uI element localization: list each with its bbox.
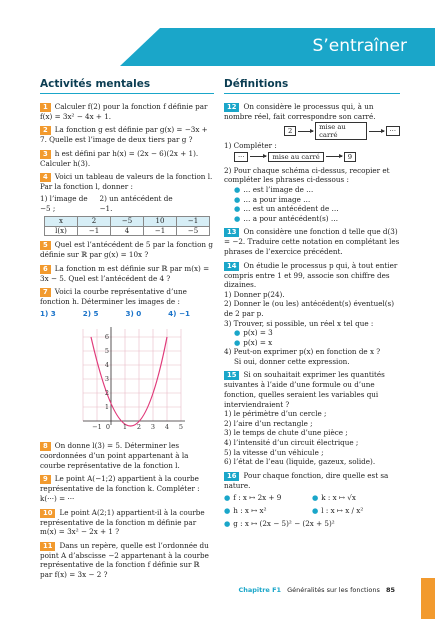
exercise-10: 10 Le point A(2;1) appartient-il à la courbe représentative de la fonction m définie par m(x) = 3x² − 2x + 1 ? bbox=[40, 507, 205, 537]
banner bbox=[0, 28, 435, 66]
section-title-definitions: Définitions bbox=[224, 80, 400, 94]
banner-title: S’entraîner bbox=[312, 36, 407, 56]
section-title-activites: Activités mentales bbox=[40, 80, 214, 94]
x-tick-label: 3 bbox=[150, 422, 156, 431]
exercise-13: 13 On considère une fonction d telle que d(3) = −2. Traduire cette notation en complétant les phrases de l’exercice précédent. bbox=[224, 227, 400, 256]
y-tick-label: 6 bbox=[104, 332, 110, 341]
exercise-8: 8 On donne l(3) = 5. Déterminer les coordonnées d’un point appartenant à la courbe représentative de la fonction l. bbox=[40, 441, 189, 470]
page-edge-tab bbox=[421, 578, 435, 619]
exercise-2: 2 La fonction g est définie par g(x) = −3x + 7. Quelle est l’image de deux tiers par g ? bbox=[40, 125, 208, 145]
function-graph bbox=[58, 325, 198, 433]
x-tick-label: 2 bbox=[136, 422, 142, 431]
x-tick-label: 1 bbox=[122, 422, 128, 431]
x-tick-label: 4 bbox=[164, 422, 170, 431]
y-tick-label: 2 bbox=[104, 388, 110, 397]
exercise-6: 6 La fonction m est définie sur ℝ par m(x) = 3x − 5. Quel est l’antécédent de 4 ? bbox=[40, 263, 210, 283]
exercise-16: 16 Pour chaque fonction, dire quelle est sa nature. ● f : x ↦ 2x + 9 ● k : x ↦ √x ● h : x ↦ x² ● l : x ↦ x / x² ● g : x ↦ (2x − 5)² − (2x + 5)² bbox=[224, 470, 389, 528]
diagram-2: ··· mise au carré 9 bbox=[234, 152, 400, 162]
exercise-14: 14 On étudie le processus p qui, à tout entier compris entre 1 et 99, associe son chiffre des dizaines. 1) Donner p(24). 2) Donner le (ou les) antécédent(s) éventuel(s) de 2 par p. 3) Trouver, si possible, un réel x tel que : ● p(x) = 3 ● p(x) = x 4) Peut-on exprimer p(x) en fonction de x ? Si oui, donner cette expression. bbox=[224, 260, 398, 366]
diagram-1: 2 mise au carré ··· bbox=[284, 122, 400, 140]
exercise-1: 1 Calculer f(2) pour la fonction f définie par f(x) = 3x² − 4x + 1. bbox=[40, 101, 208, 121]
x-tick-label: −1 bbox=[92, 422, 102, 431]
y-tick-label: 4 bbox=[104, 360, 110, 369]
right-column bbox=[224, 80, 400, 532]
x-tick-label: 5 bbox=[178, 422, 184, 431]
exercise-9: 9 Le point A(−1;2) appartient à la courbe représentative de la fonction k. Compléter : k(···) = ··· bbox=[40, 474, 200, 503]
curve bbox=[91, 337, 167, 426]
x-tick-label: 0 bbox=[105, 422, 111, 431]
exercise-11: 11 Dans un repère, quelle est l’ordonnée du point A d’abscisse −2 appartenant à la courbe représentative de la fonction f définie sur ℝ par f(x) = 3x − 2 ? bbox=[40, 540, 209, 579]
exercise-5: 5 Quel est l’antécédent de 5 par la fonction g définie sur ℝ par g(x) = 10x ? bbox=[40, 240, 213, 260]
y-tick-label: 5 bbox=[104, 346, 110, 355]
y-tick-label: 3 bbox=[104, 374, 110, 383]
exercise-3: 3 h est défini par h(x) = (2x − 6)(2x + 1). Calculer h(3). bbox=[40, 148, 199, 168]
exercise-7: 7 Voici la courbe représentative d’une fonction h. Déterminer les images de : 1) 3 2) 5 3) 0 4) −1 bbox=[40, 287, 190, 318]
left-column bbox=[40, 80, 214, 583]
exercise-12: 12 On considère le processus qui, à un nombre réel, fait correspondre son carré. 2 mise au carré ··· 1) Compléter : ··· mise au carré 9 2) Pour chaque schéma ci-dessus, recopier et compléter les phrases ci-dessous : ● … est l’image de … ● … a pour image … ● … est un antécédent de … ● … a pour antécédent(s) … bbox=[224, 102, 400, 224]
page-footer: Chapitre F1 Généralités sur les fonctions 85 bbox=[238, 586, 395, 594]
values-table: x 2 −5 10 −1 l(x) −1 4 −1 −5 bbox=[44, 216, 210, 236]
exercise-15: 15 Si on souhaitait exprimer les quantités suivantes à l’aide d’une formule ou d’une fonction, quelles seraient les variables qui interviendraient ? 1) le périmètre d’un cercle ; 2) l’aire d’un rectangle ; 3) le temps de chute d’une pièce ; 4) l’intensité d’un circuit électrique ; 5) la vitesse d’un véhicule ; 6) l’état de l’eau (liquide, gazeux, solide). bbox=[224, 370, 385, 467]
exercise-4: 4 Voici un tableau de valeurs de la fonction l. Par la fonction l, donner : 1) l’image de −5 ; 2) un antécédent de −1. x 2 −5 10 −1 l(x) −1 4 −1 −5 bbox=[40, 172, 213, 235]
y-tick-label: 1 bbox=[104, 402, 110, 411]
